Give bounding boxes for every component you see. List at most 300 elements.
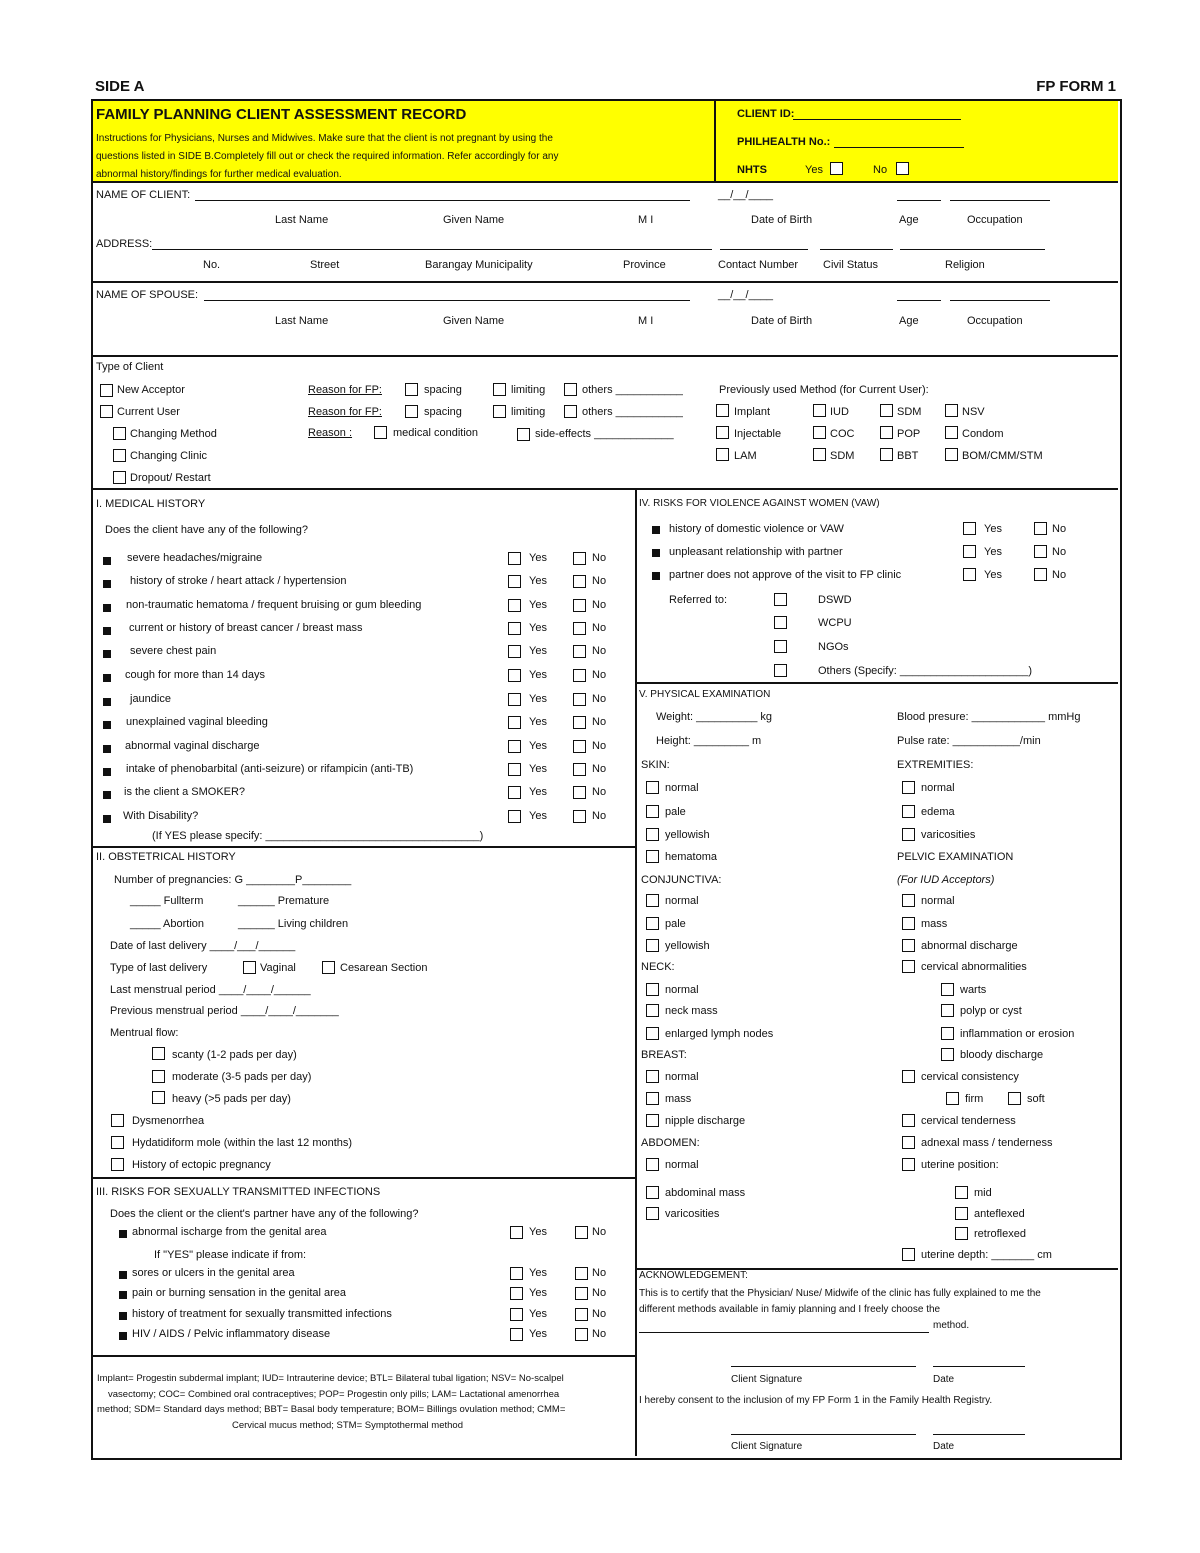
bullet-icon: [119, 1291, 127, 1299]
medical-question: Does the client have any of the following?: [105, 524, 309, 536]
sti-title: III. RISKS FOR SEXUALLY TRANSMITTED INFECTIONS: [96, 1186, 381, 1198]
medical-item-label: With Disability?: [123, 810, 199, 822]
ante-checkbox[interactable]: [955, 1207, 968, 1220]
yes-label: Yes: [529, 693, 547, 705]
pale-checkbox[interactable]: [646, 805, 659, 818]
date-line[interactable]: [933, 1434, 1025, 1435]
extremities-heading: EXTREMITIES:: [897, 759, 974, 771]
reason-fp-label: Reason for FP:: [308, 406, 382, 418]
legend-line-2: vasectomy; COC= Combined oral contraceptives; POP= Progestin only pills; LAM= Lactational amenorrhea: [108, 1389, 560, 1400]
vaw-item-label: unpleasant relationship with partner: [669, 546, 843, 558]
sdm-checkbox[interactable]: [880, 404, 893, 417]
medical-no-checkbox[interactable]: [573, 763, 586, 776]
medical-no-checkbox[interactable]: [573, 693, 586, 706]
normal-label: normal: [665, 1071, 699, 1083]
divider: [93, 281, 1118, 283]
vaw-no-checkbox[interactable]: [1034, 568, 1047, 581]
ectopic-label: History of ectopic pregnancy: [132, 1159, 271, 1171]
given-name-caption: Given Name: [443, 214, 505, 226]
method-sdm-2: SDM: [830, 450, 855, 462]
bullet-icon: [103, 791, 111, 799]
abnormal-discharge-label: abnormal discharge: [921, 940, 1018, 952]
mass-label: mass: [921, 918, 948, 930]
vaw-item-label: partner does not approve of the visit to FP clinic: [669, 569, 902, 581]
medical-item-label: severe chest pain: [130, 645, 217, 657]
no-label: No: [592, 1308, 607, 1320]
medical-no-checkbox[interactable]: [573, 552, 586, 565]
soft-label: soft: [1027, 1093, 1045, 1105]
bullet-icon: [103, 604, 111, 612]
address-field[interactable]: [152, 249, 712, 250]
cervical-abn-checkbox[interactable]: [902, 960, 915, 973]
medical-yes-checkbox[interactable]: [508, 599, 521, 612]
sti-no-checkbox[interactable]: [575, 1328, 588, 1341]
pelvic-heading: PELVIC EXAMINATION: [897, 851, 1014, 863]
method-lam: LAM: [734, 450, 757, 462]
vaw-no-checkbox[interactable]: [1034, 545, 1047, 558]
medical-yes-checkbox[interactable]: [508, 669, 521, 682]
abortion-field[interactable]: _____ Abortion: [130, 918, 205, 930]
method-implant: Implant: [734, 406, 771, 418]
age-caption: Age: [899, 315, 919, 327]
yes-label: Yes: [529, 622, 547, 634]
limiting-checkbox[interactable]: [493, 383, 506, 396]
varicosities-checkbox[interactable]: [902, 828, 915, 841]
philhealth-field[interactable]: [834, 147, 964, 148]
lam-checkbox[interactable]: [716, 448, 729, 461]
inflammation-checkbox[interactable]: [941, 1027, 954, 1040]
no-label: No: [592, 575, 607, 587]
contact-field[interactable]: [720, 249, 808, 250]
dropout-checkbox[interactable]: [113, 471, 126, 484]
varicosities-checkbox[interactable]: [646, 1207, 659, 1220]
mi-caption: M I: [638, 214, 654, 226]
client-id-field[interactable]: [793, 119, 961, 120]
medical-yes-checkbox[interactable]: [508, 810, 521, 823]
normal-checkbox[interactable]: [646, 983, 659, 996]
method-nsv: NSV: [962, 406, 985, 418]
medical-item-label: cough for more than 14 days: [125, 669, 266, 681]
changing-clinic-checkbox[interactable]: [113, 449, 126, 462]
date-line[interactable]: [933, 1366, 1025, 1367]
neck-mass-checkbox[interactable]: [646, 1004, 659, 1017]
spouse-name-field[interactable]: [204, 300, 690, 301]
bullet-icon: [652, 549, 660, 557]
weight-field[interactable]: Weight: __________ kg: [656, 711, 772, 723]
philhealth-label: PHILHEALTH No.:: [737, 136, 831, 148]
pale-label: pale: [665, 806, 686, 818]
column-divider: [635, 488, 637, 1456]
normal-checkbox[interactable]: [646, 894, 659, 907]
last-name-caption: Last Name: [275, 315, 329, 327]
yes-label: Yes: [529, 1328, 547, 1340]
changing-method-label: Changing Method: [130, 428, 217, 440]
religion-caption: Religion: [945, 259, 985, 271]
client-occupation-field[interactable]: [950, 200, 1050, 201]
ngos-label: NGOs: [818, 641, 849, 653]
medical-item-label: history of stroke / heart attack / hypertension: [130, 575, 347, 587]
client-signature-line[interactable]: [731, 1366, 916, 1367]
adnexal-checkbox[interactable]: [902, 1136, 915, 1149]
hematoma-label: hematoma: [665, 851, 717, 863]
fullterm-field[interactable]: _____ Fullterm: [130, 895, 204, 907]
bom-checkbox[interactable]: [945, 448, 958, 461]
bullet-icon: [652, 572, 660, 580]
others-checkbox[interactable]: [564, 383, 577, 396]
method-sdm: SDM: [897, 406, 922, 418]
wcpu-label: WCPU: [818, 617, 852, 629]
sti-yes-checkbox[interactable]: [510, 1226, 523, 1239]
street-caption: Street: [310, 259, 340, 271]
no-label: No: [592, 716, 607, 728]
medical-item-label: jaundice: [130, 693, 171, 705]
legend-line-4: Cervical mucus method; STM= Symptothermal method: [232, 1420, 463, 1431]
sti-no-checkbox[interactable]: [575, 1226, 588, 1239]
nhts-yes-checkbox[interactable]: [830, 162, 843, 175]
sti-item-label: abnormal ischarge from the genital area: [132, 1226, 327, 1238]
others-referral-checkbox[interactable]: [774, 664, 787, 677]
others-checkbox[interactable]: [564, 405, 577, 418]
sti-indicate: If "YES" please indicate if from:: [154, 1249, 307, 1261]
yes-label: Yes: [984, 569, 1002, 581]
spouse-dob-field[interactable]: __/__/____: [718, 289, 774, 301]
type-of-client-title: Type of Client: [96, 361, 164, 373]
side-effects-checkbox[interactable]: [517, 428, 530, 441]
normal-checkbox[interactable]: [902, 894, 915, 907]
spacing-checkbox[interactable]: [405, 405, 418, 418]
conjunctiva-heading: CONJUNCTIVA:: [641, 874, 722, 886]
bullet-icon: [103, 815, 111, 823]
last-delivery-field[interactable]: Date of last delivery ____/___/______: [110, 940, 296, 952]
hydatidiform-checkbox[interactable]: [111, 1136, 124, 1149]
civil-status-field[interactable]: [820, 249, 893, 250]
method-bom: BOM/CMM/STM: [962, 450, 1043, 462]
normal-checkbox[interactable]: [646, 781, 659, 794]
divider: [93, 1177, 636, 1179]
disability-specify[interactable]: (If YES please specify: ___________________________________): [152, 830, 484, 842]
no-caption: No.: [203, 259, 221, 271]
method-pop: POP: [897, 428, 921, 440]
yes-label: Yes: [529, 1287, 547, 1299]
nhts-yes-label: Yes: [805, 164, 823, 176]
dysmenorrhea-label: Dysmenorrhea: [132, 1115, 205, 1127]
vaw-yes-checkbox[interactable]: [963, 568, 976, 581]
divider: [93, 846, 636, 848]
normal-label: normal: [665, 984, 699, 996]
changing-method-checkbox[interactable]: [113, 427, 126, 440]
bloody-checkbox[interactable]: [941, 1048, 954, 1061]
heavy-checkbox[interactable]: [152, 1091, 165, 1104]
previous-method-title: Previously used Method (for Current User):: [719, 384, 929, 396]
condom-checkbox[interactable]: [945, 426, 958, 439]
lmp-field[interactable]: Last menstrual period ____/____/______: [110, 984, 311, 996]
sti-item-label: history of treatment for sexually transmitted infections: [132, 1308, 392, 1320]
pregnancies-field[interactable]: Number of pregnancies: G ________P________: [114, 874, 352, 886]
no-label: No: [592, 763, 607, 775]
no-label: No: [592, 552, 607, 564]
warts-checkbox[interactable]: [941, 983, 954, 996]
yellowish-label: yellowish: [665, 940, 710, 952]
medical-yes-checkbox[interactable]: [508, 693, 521, 706]
pale-checkbox[interactable]: [646, 917, 659, 930]
mid-label: mid: [974, 1187, 992, 1199]
medical-no-checkbox[interactable]: [573, 645, 586, 658]
ack-method: method.: [933, 1320, 970, 1331]
yes-label: Yes: [529, 786, 547, 798]
client-dob-field[interactable]: __/__/____: [718, 189, 774, 201]
normal-checkbox[interactable]: [646, 1158, 659, 1171]
yes-label: Yes: [529, 552, 547, 564]
lymph-checkbox[interactable]: [646, 1027, 659, 1040]
medical-no-checkbox[interactable]: [573, 599, 586, 612]
yes-label: Yes: [529, 740, 547, 752]
sdm2-checkbox[interactable]: [813, 448, 826, 461]
reason-label: Reason :: [308, 427, 353, 439]
depth-checkbox[interactable]: [902, 1248, 915, 1261]
divider: [93, 355, 1118, 357]
sti-item-label: sores or ulcers in the genital area: [132, 1267, 295, 1279]
divider: [93, 488, 1118, 490]
province-caption: Province: [623, 259, 666, 271]
coc-checkbox[interactable]: [813, 426, 826, 439]
sti-yes-checkbox[interactable]: [510, 1328, 523, 1341]
heavy-label: heavy (>5 pads per day): [172, 1093, 291, 1105]
flow-label: Mentrual flow:: [110, 1027, 179, 1039]
hematoma-checkbox[interactable]: [646, 850, 659, 863]
consistency-checkbox[interactable]: [902, 1070, 915, 1083]
bullet-icon: [103, 745, 111, 753]
sti-no-checkbox[interactable]: [575, 1287, 588, 1300]
method-chosen-field[interactable]: [639, 1332, 929, 1333]
yellowish-label: yellowish: [665, 829, 710, 841]
current-user-label: Current User: [117, 406, 180, 418]
new-acceptor-checkbox[interactable]: [100, 384, 113, 397]
vaginal-checkbox[interactable]: [243, 961, 256, 974]
contact-caption: Contact Number: [718, 259, 799, 271]
pop-checkbox[interactable]: [880, 426, 893, 439]
bullet-icon: [103, 768, 111, 776]
client-name-label: NAME OF CLIENT:: [96, 189, 191, 201]
wcpu-checkbox[interactable]: [774, 616, 787, 629]
firm-label: firm: [965, 1093, 984, 1105]
medical-condition-label: medical condition: [393, 427, 478, 439]
medical-yes-checkbox[interactable]: [508, 622, 521, 635]
tenderness-checkbox[interactable]: [902, 1114, 915, 1127]
iud-checkbox[interactable]: [813, 404, 826, 417]
medical-yes-checkbox[interactable]: [508, 575, 521, 588]
yes-label: Yes: [529, 575, 547, 587]
mid-checkbox[interactable]: [955, 1186, 968, 1199]
vaw-yes-checkbox[interactable]: [963, 545, 976, 558]
sti-yes-checkbox[interactable]: [510, 1308, 523, 1321]
address-label: ADDRESS:: [96, 238, 153, 250]
last-name-caption: Last Name: [275, 214, 329, 226]
neck-heading: NECK:: [641, 961, 675, 973]
retro-label: retroflexed: [974, 1228, 1026, 1240]
edema-checkbox[interactable]: [902, 805, 915, 818]
current-user-checkbox[interactable]: [100, 405, 113, 418]
medical-yes-checkbox[interactable]: [508, 716, 521, 729]
bp-field[interactable]: Blood presure: ____________ mmHg: [897, 711, 1081, 723]
client-signature-line[interactable]: [731, 1434, 916, 1435]
limiting-label: limiting: [511, 406, 546, 418]
normal-checkbox[interactable]: [902, 781, 915, 794]
others-label: others ___________: [582, 406, 683, 418]
sti-no-checkbox[interactable]: [575, 1308, 588, 1321]
vaw-yes-checkbox[interactable]: [963, 522, 976, 535]
dswd-checkbox[interactable]: [774, 593, 787, 606]
bullet-icon: [652, 526, 660, 534]
date-caption: Date: [933, 1441, 955, 1452]
client-age-field[interactable]: [897, 200, 941, 201]
no-label: No: [592, 1226, 607, 1238]
pulse-field[interactable]: Pulse rate: ___________/min: [897, 735, 1041, 747]
mass-checkbox[interactable]: [646, 1092, 659, 1105]
dropout-label: Dropout/ Restart: [130, 472, 211, 484]
referred-label: Referred to:: [669, 594, 728, 606]
nsv-checkbox[interactable]: [945, 404, 958, 417]
soft-checkbox[interactable]: [1008, 1092, 1021, 1105]
uterine-pos-checkbox[interactable]: [902, 1158, 915, 1171]
firm-checkbox[interactable]: [946, 1092, 959, 1105]
abdomen-heading: ABDOMEN:: [641, 1137, 700, 1149]
sti-yes-checkbox[interactable]: [510, 1287, 523, 1300]
polyp-checkbox[interactable]: [941, 1004, 954, 1017]
nipple-checkbox[interactable]: [646, 1114, 659, 1127]
tenderness-label: cervical tenderness: [921, 1115, 1016, 1127]
medical-no-checkbox[interactable]: [573, 786, 586, 799]
yes-label: Yes: [529, 763, 547, 775]
breast-heading: BREAST:: [641, 1049, 687, 1061]
yes-label: Yes: [529, 810, 547, 822]
moderate-checkbox[interactable]: [152, 1070, 165, 1083]
bbt-checkbox[interactable]: [880, 448, 893, 461]
no-label: No: [592, 599, 607, 611]
scanty-checkbox[interactable]: [152, 1047, 165, 1060]
height-field[interactable]: Height: _________ m: [656, 735, 762, 747]
implant-checkbox[interactable]: [716, 404, 729, 417]
medical-item-label: severe headaches/migraine: [127, 552, 263, 564]
warts-label: warts: [960, 984, 987, 996]
vaw-title: IV. RISKS FOR VIOLENCE AGAINST WOMEN (VAW): [639, 498, 880, 509]
normal-checkbox[interactable]: [646, 1070, 659, 1083]
consent-text: I hereby consent to the inclusion of my FP Form 1 in the Family Health Registry.: [639, 1395, 993, 1406]
vaw-no-checkbox[interactable]: [1034, 522, 1047, 535]
sti-no-checkbox[interactable]: [575, 1267, 588, 1280]
sti-yes-checkbox[interactable]: [510, 1267, 523, 1280]
client-signature-caption: Client Signature: [731, 1374, 803, 1385]
injectable-checkbox[interactable]: [716, 426, 729, 439]
pmp-field[interactable]: Previous menstrual period ____/____/_______: [110, 1005, 339, 1017]
bullet-icon: [119, 1230, 127, 1238]
new-acceptor-label: New Acceptor: [117, 384, 185, 396]
others-referral-label[interactable]: Others (Specify: _____________________): [818, 665, 1033, 677]
varicosities-label: varicosities: [665, 1208, 720, 1220]
yes-label: Yes: [529, 1267, 547, 1279]
abdominal-mass-checkbox[interactable]: [646, 1186, 659, 1199]
neck-mass-label: neck mass: [665, 1005, 718, 1017]
medical-no-checkbox[interactable]: [573, 575, 586, 588]
normal-label: normal: [665, 895, 699, 907]
medical-no-checkbox[interactable]: [573, 740, 586, 753]
mass-checkbox[interactable]: [902, 917, 915, 930]
medical-yes-checkbox[interactable]: [508, 786, 521, 799]
ack-text-1: This is to certify that the Physician/ Nuse/ Midwife of the clinic has fully explained to me the: [639, 1288, 1041, 1299]
medical-yes-checkbox[interactable]: [508, 740, 521, 753]
bloody-label: bloody discharge: [960, 1049, 1044, 1061]
obstetrical-title: II. OBSTETRICAL HISTORY: [96, 851, 236, 863]
living-field[interactable]: ______ Living children: [238, 918, 349, 930]
client-signature-caption: Client Signature: [731, 1441, 803, 1452]
cesarean-checkbox[interactable]: [322, 961, 335, 974]
no-label: No: [592, 786, 607, 798]
religion-field[interactable]: [900, 249, 1045, 250]
yes-label: Yes: [529, 645, 547, 657]
no-label: No: [592, 1287, 607, 1299]
medical-item-label: current or history of breast cancer / breast mass: [129, 622, 363, 634]
spacing-checkbox[interactable]: [405, 383, 418, 396]
medical-yes-checkbox[interactable]: [508, 645, 521, 658]
no-label: No: [592, 645, 607, 657]
medical-no-checkbox[interactable]: [573, 622, 586, 635]
bullet-icon: [103, 674, 111, 682]
ectopic-checkbox[interactable]: [111, 1158, 124, 1171]
type-delivery-label: Type of last delivery: [110, 962, 208, 974]
spacing-label: spacing: [424, 406, 462, 418]
civil-caption: Civil Status: [823, 259, 879, 271]
yes-label: Yes: [529, 669, 547, 681]
limiting-checkbox[interactable]: [493, 405, 506, 418]
client-name-field[interactable]: [195, 200, 690, 201]
medical-no-checkbox[interactable]: [573, 669, 586, 682]
medical-yes-checkbox[interactable]: [508, 763, 521, 776]
depth-label: uterine depth: _______ cm: [921, 1249, 1052, 1261]
age-caption: Age: [899, 214, 919, 226]
medical-yes-checkbox[interactable]: [508, 552, 521, 565]
spouse-occupation-field[interactable]: [950, 300, 1050, 301]
premature-field[interactable]: ______ Premature: [238, 895, 330, 907]
spouse-name-label: NAME OF SPOUSE:: [96, 289, 199, 301]
spouse-age-field[interactable]: [897, 300, 941, 301]
legend-line-3: method; SDM= Standard days method; BBT= Basal body temperature; BOM= Billings ovulation method; CMM=: [97, 1404, 566, 1415]
yellowish-checkbox[interactable]: [646, 939, 659, 952]
dysmenorrhea-checkbox[interactable]: [111, 1114, 124, 1127]
nhts-no-checkbox[interactable]: [896, 162, 909, 175]
medical-condition-checkbox[interactable]: [374, 426, 387, 439]
no-label: No: [1052, 569, 1067, 581]
inflammation-label: inflammation or erosion: [960, 1028, 1075, 1040]
yellowish-checkbox[interactable]: [646, 828, 659, 841]
polyp-label: polyp or cyst: [960, 1005, 1022, 1017]
retro-checkbox[interactable]: [955, 1227, 968, 1240]
uterine-pos-label: uterine position:: [921, 1159, 999, 1171]
dob-caption: Date of Birth: [751, 315, 813, 327]
method-injectable: Injectable: [734, 428, 782, 440]
medical-no-checkbox[interactable]: [573, 716, 586, 729]
form-title: FAMILY PLANNING CLIENT ASSESSMENT RECORD: [96, 106, 467, 123]
bullet-icon: [103, 557, 111, 565]
no-label: No: [592, 810, 607, 822]
abnormal-discharge-checkbox[interactable]: [902, 939, 915, 952]
occupation-caption: Occupation: [967, 315, 1023, 327]
bullet-icon: [119, 1312, 127, 1320]
varicosities-label: varicosities: [921, 829, 976, 841]
normal-label: normal: [921, 895, 955, 907]
sti-item-label: HIV / AIDS / Pelvic inflammatory disease: [132, 1328, 331, 1340]
ngos-checkbox[interactable]: [774, 640, 787, 653]
medical-no-checkbox[interactable]: [573, 810, 586, 823]
instructions-line-2: questions listed in SIDE B.Completely fill out or check the required information. Refer accordingly for any: [96, 151, 559, 162]
